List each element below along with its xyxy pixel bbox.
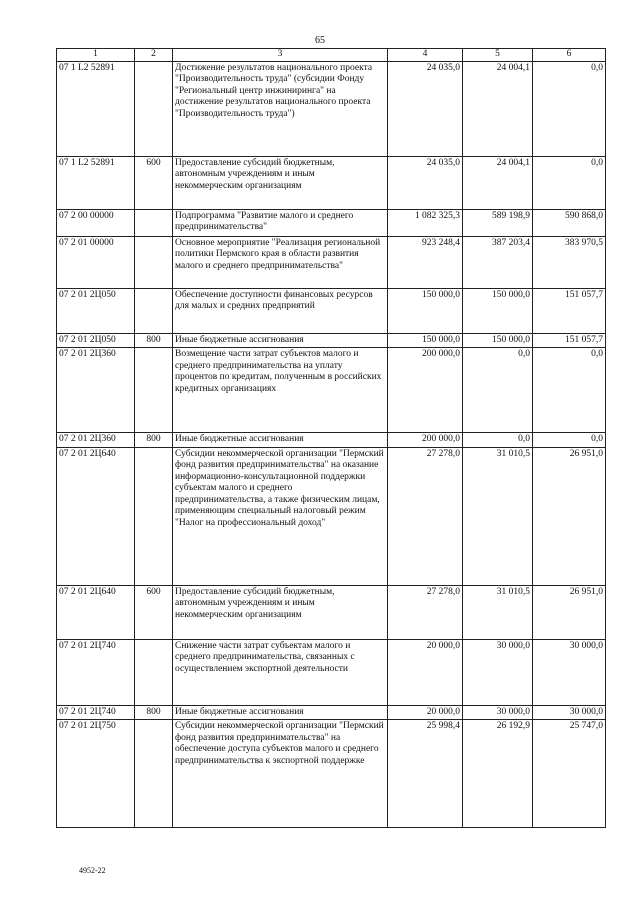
cell-expense-type — [135, 720, 173, 828]
cell-expense-type — [135, 447, 173, 585]
cell-value-4: 24 035,0 — [388, 61, 463, 156]
cell-value-5: 150 000,0 — [463, 333, 533, 348]
table-row — [57, 236, 606, 288]
cell-value-4: 923 248,4 — [388, 236, 463, 288]
cell-name: Предоставление субсидий бюджетным, автономным учреждениям и иным некоммерческим организациям — [173, 585, 388, 639]
cell-value-4: 24 035,0 — [388, 156, 463, 209]
cell-code: 07 2 01 2Ц740 — [57, 705, 135, 720]
table-row — [57, 61, 606, 156]
cell-expense-type — [135, 348, 173, 433]
cell-name: Субсидии некоммерческой организации "Пермский фонд развития предпринимательства" на оказание информационно-консультационной поддержки субъектам малого и среднего предпринимательства, а также физическим лицам, применяющим специальный налоговый режим "Налог на профессиональный доход" — [173, 447, 388, 585]
cell-value-6: 0,0 — [533, 433, 606, 448]
cell-code: 07 2 01 2Ц740 — [57, 639, 135, 705]
cell-value-6: 26 951,0 — [533, 585, 606, 639]
cell-value-4: 27 278,0 — [388, 447, 463, 585]
cell-value-6: 0,0 — [533, 61, 606, 156]
cell-name: Возмещение части затрат субъектов малого и среднего предпринимательства на уплату процентов по кредитам, полученным в российских кредитных организациях — [173, 348, 388, 433]
table-row — [57, 705, 606, 720]
table-row — [57, 333, 606, 348]
cell-code: 07 2 01 2Ц750 — [57, 720, 135, 828]
cell-value-4: 20 000,0 — [388, 705, 463, 720]
cell-value-4: 150 000,0 — [388, 333, 463, 348]
cell-value-6: 25 747,0 — [533, 720, 606, 828]
cell-value-6: 30 000,0 — [533, 705, 606, 720]
cell-value-6: 590 868,0 — [533, 209, 606, 236]
table-row — [57, 720, 606, 828]
cell-value-5: 0,0 — [463, 433, 533, 448]
cell-name: Основное мероприятие "Реализация региональной политики Пермского края в области развития малого и среднего предпринимательства" — [173, 236, 388, 288]
cell-expense-type: 600 — [135, 585, 173, 639]
cell-code: 07 2 01 2Ц050 — [57, 288, 135, 333]
cell-expense-type — [135, 639, 173, 705]
cell-value-6: 0,0 — [533, 156, 606, 209]
table-row — [57, 447, 606, 585]
cell-code: 07 2 01 2Ц360 — [57, 348, 135, 433]
cell-value-5: 150 000,0 — [463, 288, 533, 333]
table-row — [57, 585, 606, 639]
table-row — [57, 209, 606, 236]
cell-code: 07 1 L2 52891 — [57, 61, 135, 156]
cell-value-6: 30 000,0 — [533, 639, 606, 705]
cell-expense-type: 800 — [135, 333, 173, 348]
column-header: 2 — [135, 49, 173, 62]
cell-name: Снижение части затрат субъектам малого и среднего предпринимательства, связанных с осуществлением экспортной деятельности — [173, 639, 388, 705]
column-header: 1 — [57, 49, 135, 62]
cell-name: Иные бюджетные ассигнования — [173, 705, 388, 720]
cell-value-6: 151 057,7 — [533, 333, 606, 348]
cell-value-4: 20 000,0 — [388, 639, 463, 705]
cell-expense-type: 600 — [135, 156, 173, 209]
column-header: 3 — [173, 49, 388, 62]
cell-name: Субсидии некоммерческой организации "Пермский фонд развития предпринимательства" на обеспечение доступа субъектов малого и среднего предпринимательства к экспортной поддержке — [173, 720, 388, 828]
cell-expense-type — [135, 61, 173, 156]
column-header: 4 — [388, 49, 463, 62]
cell-name: Подпрограмма "Развитие малого и среднего предпринимательства" — [173, 209, 388, 236]
cell-value-5: 30 000,0 — [463, 639, 533, 705]
table-row — [57, 288, 606, 333]
cell-value-5: 30 000,0 — [463, 705, 533, 720]
cell-expense-type — [135, 209, 173, 236]
cell-name: Иные бюджетные ассигнования — [173, 333, 388, 348]
cell-code: 07 2 00 00000 — [57, 209, 135, 236]
cell-value-4: 27 278,0 — [388, 585, 463, 639]
cell-expense-type — [135, 236, 173, 288]
cell-value-5: 26 192,9 — [463, 720, 533, 828]
cell-code: 07 2 01 2Ц360 — [57, 433, 135, 448]
cell-value-4: 200 000,0 — [388, 433, 463, 448]
table-row — [57, 433, 606, 448]
cell-code: 07 2 01 00000 — [57, 236, 135, 288]
column-header: 5 — [463, 49, 533, 62]
cell-value-6: 26 951,0 — [533, 447, 606, 585]
cell-value-5: 589 198,9 — [463, 209, 533, 236]
table-row — [57, 156, 606, 209]
document-code: 4952-22 — [79, 866, 106, 875]
table-header-row — [57, 49, 606, 62]
table-row — [57, 348, 606, 433]
cell-value-5: 24 004,1 — [463, 156, 533, 209]
cell-name: Достижение результатов национального проекта "Производительность труда" (субсидии Фонду "Региональный центр инжиниринга" на достижение результатов национального проекта "Производительность труда") — [173, 61, 388, 156]
cell-name: Предоставление субсидий бюджетным, автономным учреждениям и иным некоммерческим организациям — [173, 156, 388, 209]
cell-value-4: 25 998,4 — [388, 720, 463, 828]
cell-value-4: 150 000,0 — [388, 288, 463, 333]
cell-code: 07 2 01 2Ц640 — [57, 447, 135, 585]
cell-value-5: 31 010,5 — [463, 585, 533, 639]
cell-code: 07 2 01 2Ц640 — [57, 585, 135, 639]
cell-code: 07 2 01 2Ц050 — [57, 333, 135, 348]
cell-value-5: 24 004,1 — [463, 61, 533, 156]
cell-value-4: 200 000,0 — [388, 348, 463, 433]
cell-expense-type: 800 — [135, 433, 173, 448]
cell-value-4: 1 082 325,3 — [388, 209, 463, 236]
cell-value-6: 383 970,5 — [533, 236, 606, 288]
page-number: 65 — [315, 35, 325, 46]
table-row — [57, 639, 606, 705]
cell-code: 07 1 L2 52891 — [57, 156, 135, 209]
cell-value-6: 0,0 — [533, 348, 606, 433]
cell-expense-type — [135, 288, 173, 333]
cell-expense-type: 800 — [135, 705, 173, 720]
column-header: 6 — [533, 49, 606, 62]
cell-value-5: 387 203,4 — [463, 236, 533, 288]
cell-name: Иные бюджетные ассигнования — [173, 433, 388, 448]
cell-name: Обеспечение доступности финансовых ресурсов для малых и средних предприятий — [173, 288, 388, 333]
cell-value-5: 31 010,5 — [463, 447, 533, 585]
budget-table — [56, 48, 606, 828]
cell-value-5: 0,0 — [463, 348, 533, 433]
cell-value-6: 151 057,7 — [533, 288, 606, 333]
